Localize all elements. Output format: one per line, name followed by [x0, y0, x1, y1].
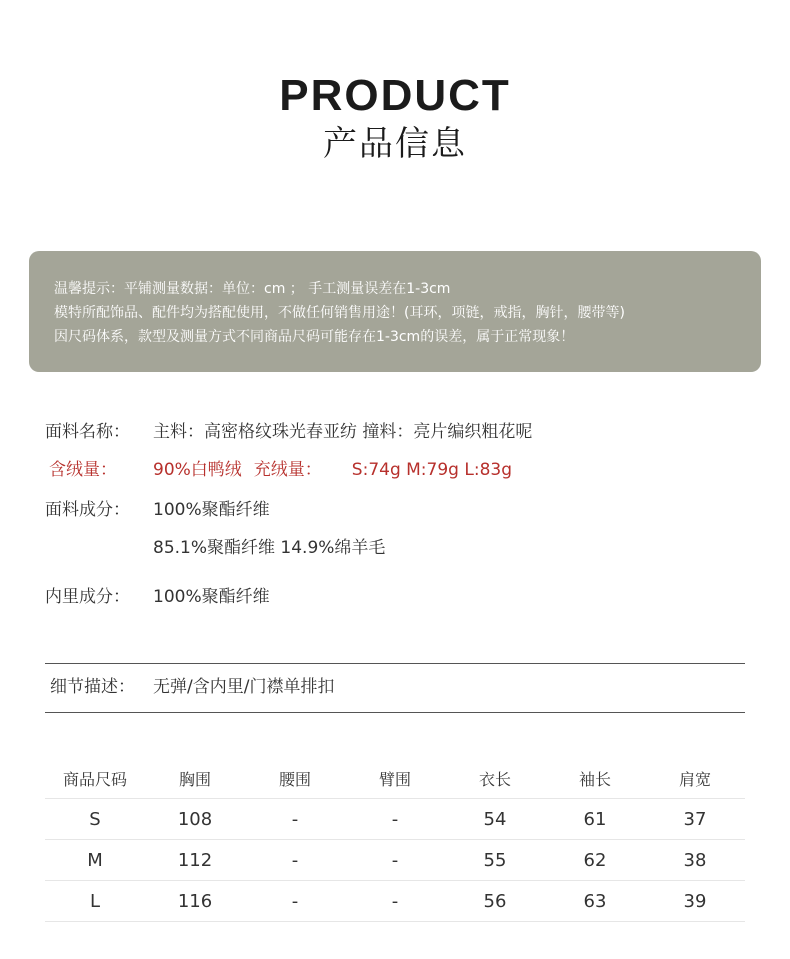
size-cell: 63 — [545, 881, 645, 922]
divider-top — [45, 663, 745, 664]
table-row — [45, 799, 745, 840]
fill-weight-label: 充绒量： — [253, 460, 322, 480]
size-cell: 56 — [445, 881, 545, 922]
down-content-row — [45, 457, 512, 483]
size-cell: - — [245, 840, 345, 881]
down-content-value: 90%白鸭绒 — [153, 460, 242, 480]
page-title-cn: 产品信息 — [323, 124, 467, 164]
size-cell: M — [45, 840, 145, 881]
lining-value: 100%聚酯纤维 — [153, 587, 270, 607]
table-row — [45, 840, 745, 881]
size-cell: 39 — [645, 881, 745, 922]
size-table — [45, 758, 745, 922]
size-header-cell: 袖长 — [578, 769, 611, 789]
size-cell: 38 — [645, 840, 745, 881]
lining-label: 内里成分： — [45, 587, 130, 607]
size-header-cell: 臂围 — [378, 769, 411, 789]
detail-value: 无弹/含内里/门襟单排扣 — [153, 677, 335, 697]
detail-row — [45, 674, 334, 700]
size-cell: L — [45, 881, 145, 922]
table-row — [45, 881, 745, 922]
page-title-en: PRODUCT — [279, 71, 511, 120]
size-cell: 108 — [145, 799, 245, 840]
composition-row-2 — [153, 535, 385, 561]
composition-value-1: 100%聚酯纤维 — [153, 500, 270, 520]
size-header-cell: 衣长 — [478, 769, 511, 789]
lining-row — [45, 584, 270, 610]
fill-weight-value: S:74g M:79g L:83g — [351, 460, 512, 480]
size-cell: - — [345, 799, 445, 840]
detail-label: 细节描述： — [50, 677, 135, 697]
size-header-cell: 腰围 — [278, 769, 311, 789]
composition-value-2: 85.1%聚酯纤维 14.9%绵羊毛 — [153, 538, 386, 558]
size-header-cell: 肩宽 — [678, 769, 711, 789]
size-cell: S — [45, 799, 145, 840]
size-cell: 62 — [545, 840, 645, 881]
size-header-cell: 胸围 — [178, 769, 211, 789]
notice-line-2: 模特所配饰品、配件均为搭配使用，不做任何销售用途！(耳环，项链，戒指，胸针，腰带等) — [54, 305, 625, 321]
size-cell: 112 — [145, 840, 245, 881]
notice-box — [29, 251, 761, 372]
size-cell: 37 — [645, 799, 745, 840]
divider-bottom — [45, 712, 745, 713]
down-content-label: 含绒量： — [49, 460, 117, 480]
composition-row — [45, 497, 270, 523]
composition-label: 面料成分： — [45, 500, 130, 520]
size-cell: 116 — [145, 881, 245, 922]
size-table-header — [45, 758, 745, 799]
fabric-name-value: 主料：高密格纹珠光春亚纺 撞料：亮片编织粗花呢 — [153, 422, 533, 442]
size-cell: 54 — [445, 799, 545, 840]
fabric-name-row — [45, 419, 532, 445]
size-cell: 55 — [445, 840, 545, 881]
size-cell: - — [345, 881, 445, 922]
size-cell: - — [245, 799, 345, 840]
size-cell: - — [245, 881, 345, 922]
size-header-cell: 商品尺码 — [62, 769, 127, 789]
notice-line-1: 温馨提示：平铺测量数据：单位：cm ； 手工测量误差在1-3cm — [54, 281, 451, 297]
size-cell: - — [345, 840, 445, 881]
fabric-name-label: 面料名称： — [45, 422, 130, 442]
size-cell: 61 — [545, 799, 645, 840]
notice-line-3: 因尺码体系，款型及测量方式不同商品尺码可能存在1-3cm的误差，属于正常现象！ — [54, 329, 575, 345]
